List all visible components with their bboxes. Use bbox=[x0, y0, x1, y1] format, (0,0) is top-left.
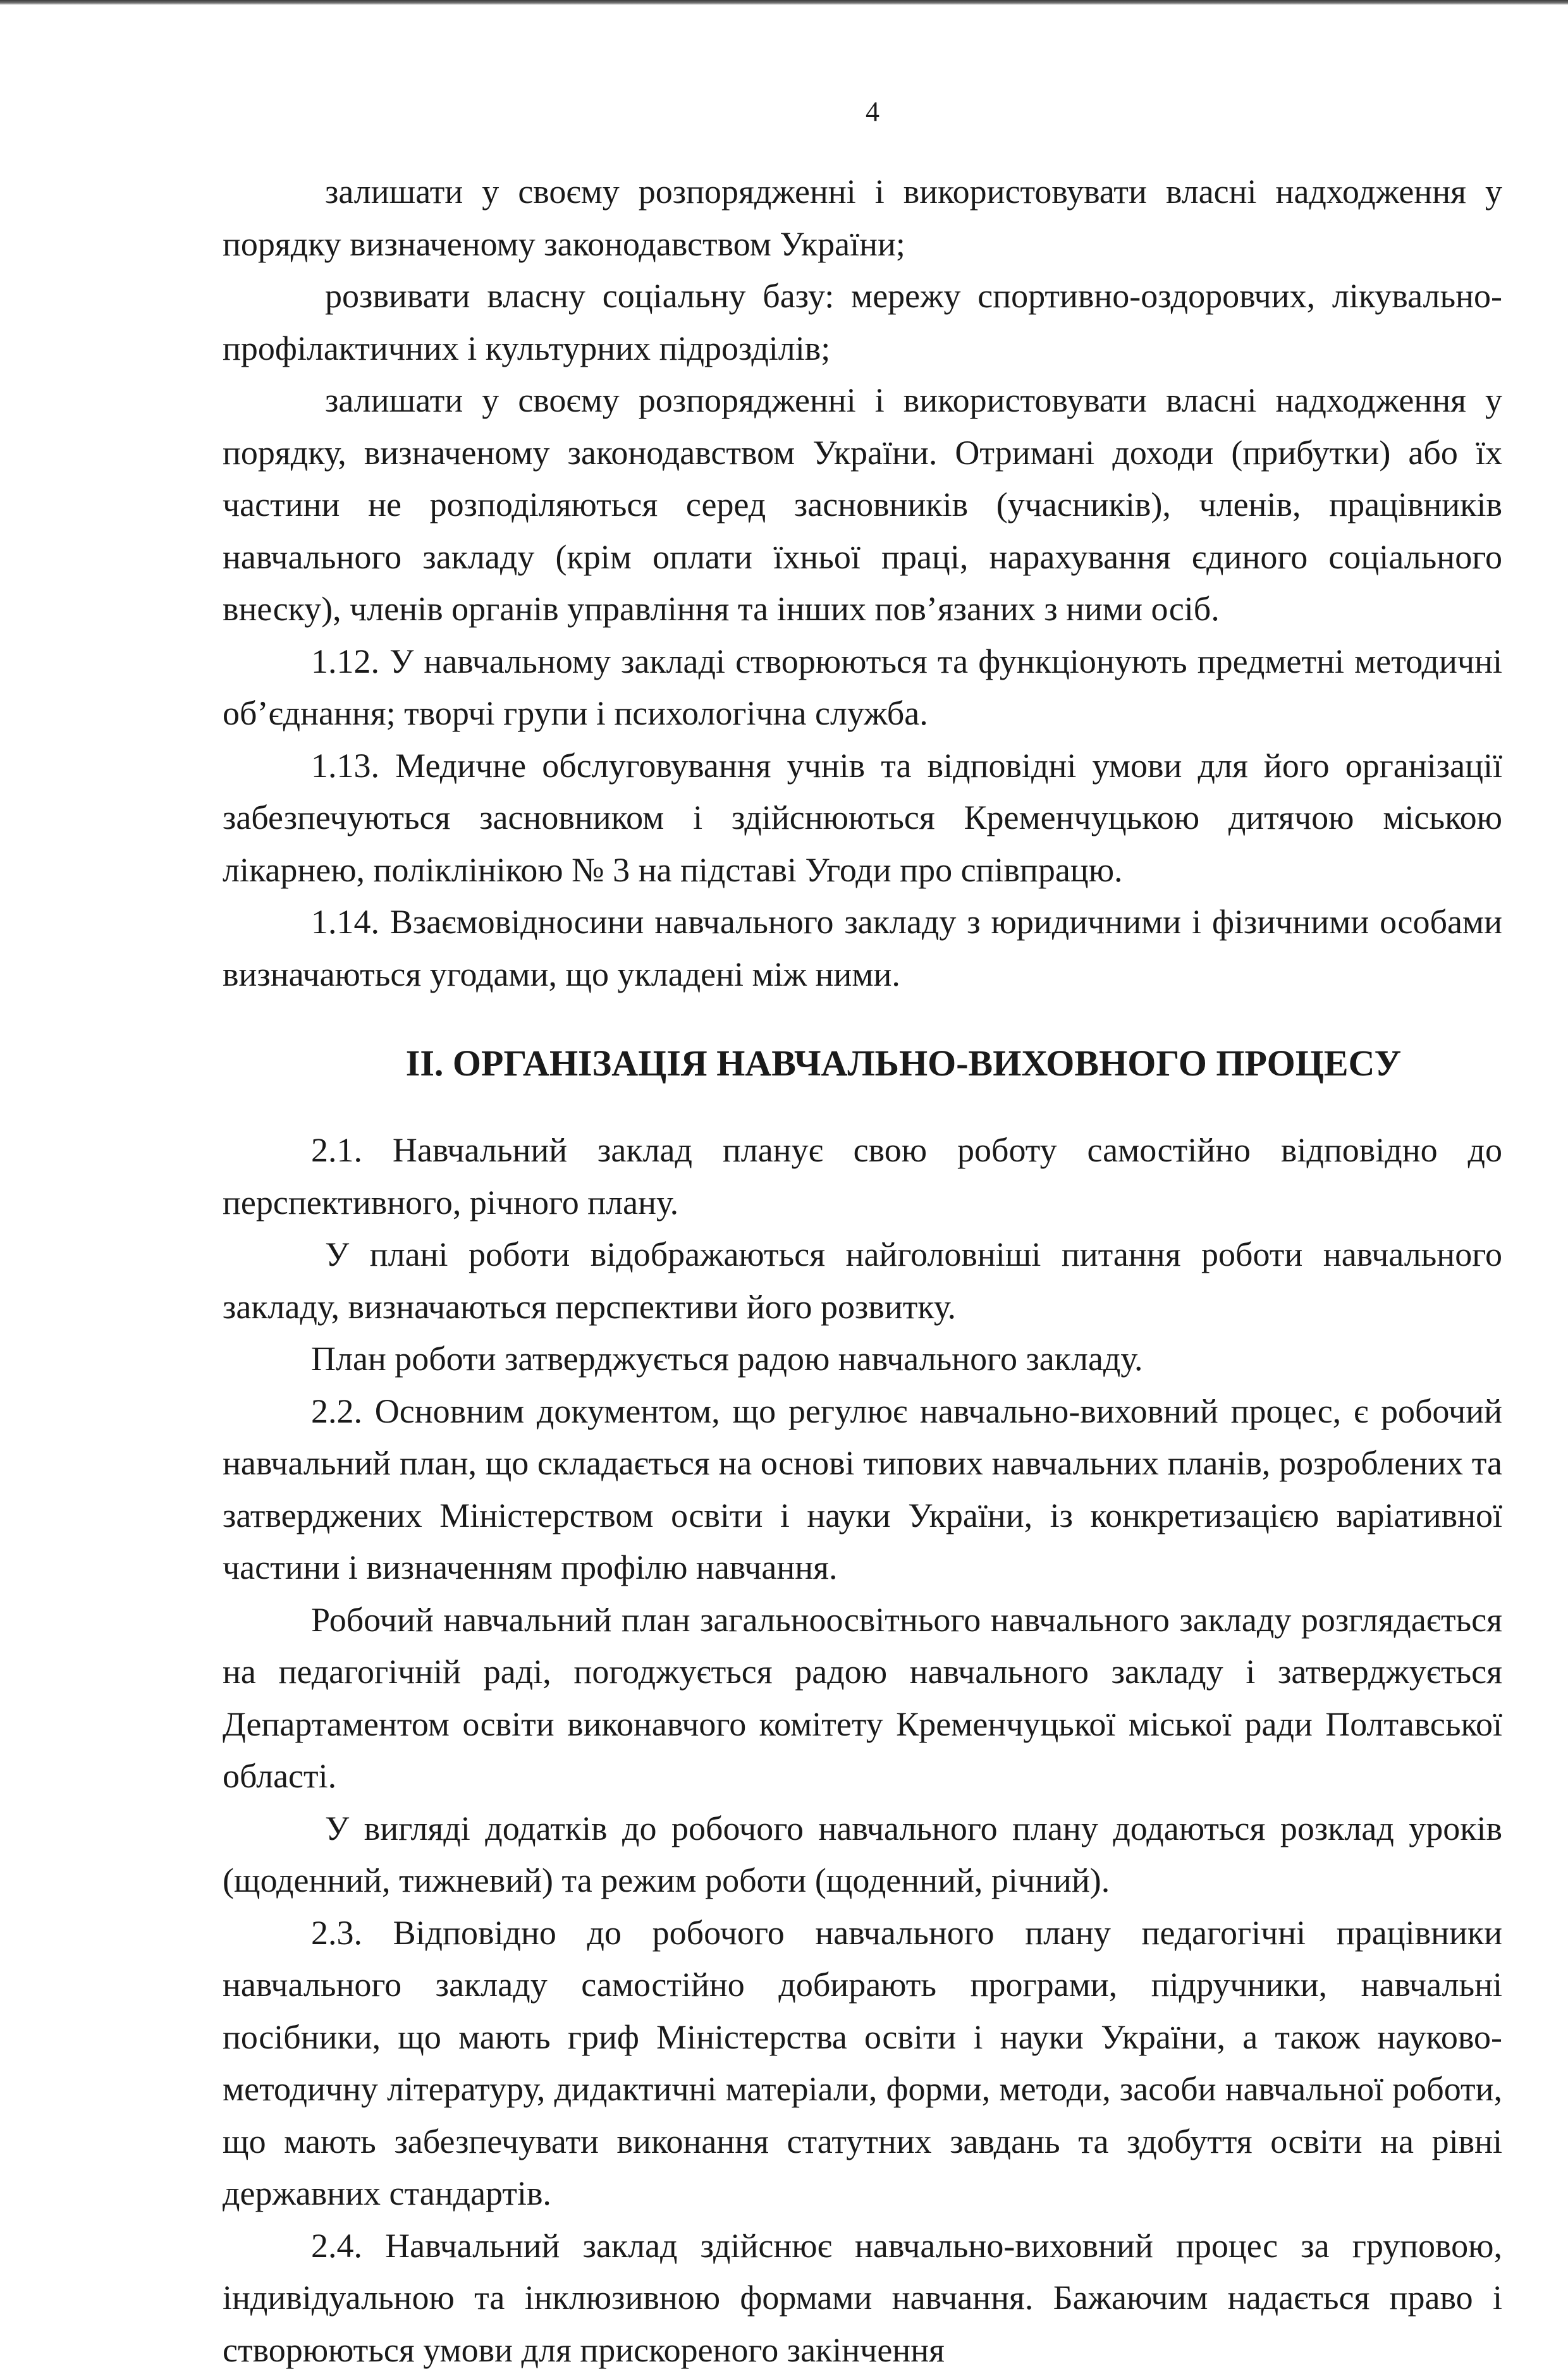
section-heading: ІІ. ОРГАНІЗАЦІЯ НАВЧАЛЬНО-ВИХОВНОГО ПРОЦЕСУ bbox=[223, 1036, 1502, 1091]
paragraph-2-2: 2.2. Основним документом, що регулює навчально-виховний процес, є робочий навчальний план, що складається на основі типових навчальних планів, розроблених та затверджених Міністерством освіти і науки України, із конкретизацією варіативної частини і визначенням профілю навчання. bbox=[223, 1385, 1502, 1594]
page-number: 4 bbox=[0, 98, 1568, 126]
paragraph-own-revenue-profits: залишати у своєму розпорядженні і використовувати власні надходження у порядку, визначеному законодавством України. Отримані доходи (прибутки) або їх частини не розподіляються серед засновників (учасників), членів, працівників навчального закладу (крім оплати їхньої праці, нарахування єдиного соціального внеску), членів органів управління та інших пов’язаних з ними осіб. bbox=[223, 374, 1502, 635]
paragraph-2-4: 2.4. Навчальний заклад здійснює навчально-виховний процес за груповою, індивідуальною та інклюзивною формами навчання. Бажаючим надається право і створюються умови для прискореного закінчення bbox=[223, 2220, 1502, 2376]
scan-edge bbox=[0, 0, 1568, 5]
paragraph-appendices: У вигляді додатків до робочого навчального плану додаються розклад уроків (щоденний, тижневий) та режим роботи (щоденний, річний). bbox=[223, 1803, 1502, 1907]
paragraph-1-14: 1.14. Взаємовідносини навчального закладу з юридичними і фізичними особами визначаються угодами, що укладені між ними. bbox=[223, 896, 1502, 1000]
paragraph-2-1: 2.1. Навчальний заклад планує свою роботу самостійно відповідно до перспективного, річного плану. bbox=[223, 1124, 1502, 1228]
paragraph-working-plan: Робочий навчальний план загальноосвітнього навчального закладу розглядається на педагогічній раді, погоджується радою навчального закладу і затверджується Департаментом освіти виконавчого комітету Кременчуцької міської ради Полтавської області. bbox=[223, 1594, 1502, 1803]
paragraph-plan-approval: План роботи затверджується радою навчального закладу. bbox=[223, 1333, 1502, 1385]
paragraph-social-base: розвивати власну соціальну базу: мережу спортивно-оздоровчих, лікувально-профілактичних і культурних підрозділів; bbox=[223, 270, 1502, 374]
paragraph-own-revenue: залишати у своєму розпорядженні і використовувати власні надходження у порядку визначеному законодавством України; bbox=[223, 166, 1502, 270]
paragraph-2-3: 2.3. Відповідно до робочого навчального плану педагогічні працівники навчального закладу самостійно добирають програми, підручники, навчальні посібники, що мають гриф Міністерства освіти і науки України, а також науково-методичну літературу, дидактичні матеріали, форми, методи, засоби навчальної роботи, що мають забезпечувати виконання статутних завдань та здобуття освіти на рівні державних стандартів. bbox=[223, 1907, 1502, 2220]
paragraph-1-12: 1.12. У навчальному закладі створюються та функціонують предметні методичні об’єднання; творчі групи і психологічна служба. bbox=[223, 635, 1502, 740]
document-body bbox=[223, 166, 1502, 2376]
paragraph-plan-content: У плані роботи відображаються найголовніші питання роботи навчального закладу, визначаються перспективи його розвитку. bbox=[223, 1228, 1502, 1333]
paragraph-1-13: 1.13. Медичне обслуговування учнів та відповідні умови для його організації забезпечуються засновником і здійснюються Кременчуцькою дитячою міською лікарнею, поліклінікою № 3 на підставі Угоди про співпрацю. bbox=[223, 740, 1502, 897]
